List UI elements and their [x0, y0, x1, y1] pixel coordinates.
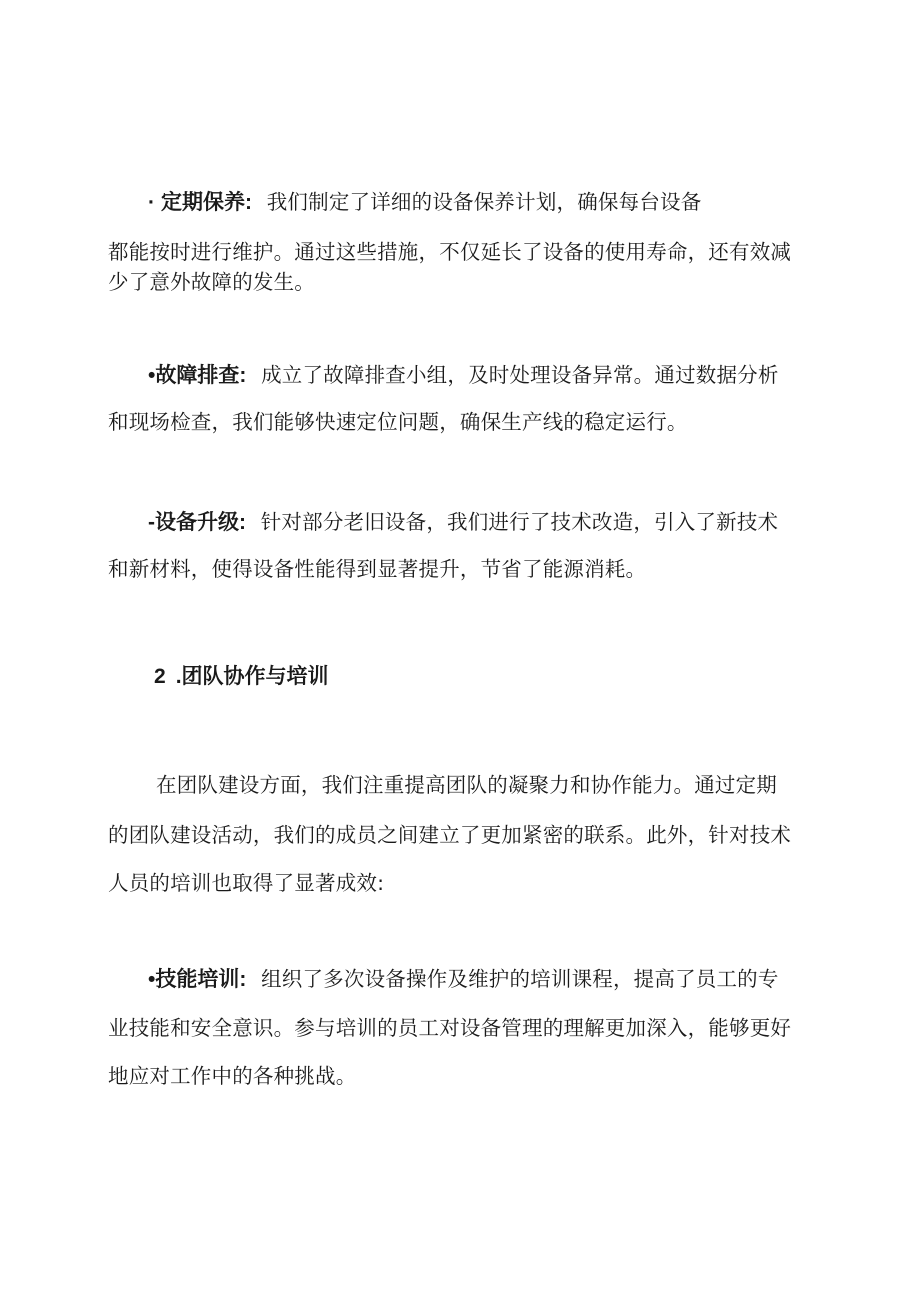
maintenance-line-1 [148, 188, 868, 217]
section-title: .团队协作与培训 [175, 665, 329, 688]
maintenance-text-1: 我们制定了详细的设备保养计划，确保每台设备 [266, 190, 702, 214]
training-text-1: 组织了多次设备操作及维护的培训课程，提高了员工的专 [261, 967, 779, 991]
section-number: 2 [154, 665, 166, 688]
troubleshooting-bullet: • [148, 364, 156, 387]
troubleshooting-label: 故障排查: [155, 364, 247, 387]
maintenance-label: 定期保养: [161, 191, 252, 214]
upgrade-line-1 [148, 508, 868, 537]
troubleshooting-text-1: 成立了故障排查小组，及时处理设备异常。通过数据分析 [261, 363, 779, 387]
upgrade-bullet: - [148, 511, 155, 534]
maintenance-bullet: · [148, 191, 155, 214]
training-label: 技能培训: [155, 968, 247, 991]
upgrade-text-1: 针对部分老旧设备，我们进行了技术改造，引入了新技术 [260, 510, 779, 534]
troubleshooting-line-1 [148, 361, 868, 390]
team-intro-line-1: 在团队建设方面，我们注重提高团队的凝聚力和协作能力。通过定期 [156, 773, 777, 797]
team-intro-line-2: 的团队建设活动，我们的成员之间建立了更加紧密的联系。此外，针对技术 [108, 823, 792, 847]
upgrade-line-2: 和新材料，使得设备性能得到显著提升，节省了能源消耗。 [108, 557, 647, 581]
training-line-3: 地应对工作中的各种挑战。 [108, 1064, 357, 1088]
training-line-2: 业技能和安全意识。参与培训的员工对设备管理的理解更加深入，能够更好 [108, 1016, 792, 1040]
maintenance-line-3: 少了意外故障的发生。 [108, 270, 315, 294]
team-intro-line-3: 人员的培训也取得了显著成效: [108, 871, 385, 895]
training-line-1 [148, 965, 868, 994]
upgrade-label: 设备升级: [155, 511, 246, 534]
maintenance-line-2: 都能按时进行维护。通过这些措施，不仅延长了设备的使用寿命，还有效减 [108, 240, 792, 264]
training-bullet: • [148, 968, 156, 991]
section-heading [154, 663, 329, 691]
troubleshooting-line-2: 和现场检查，我们能够快速定位问题，确保生产线的稳定运行。 [108, 410, 688, 434]
